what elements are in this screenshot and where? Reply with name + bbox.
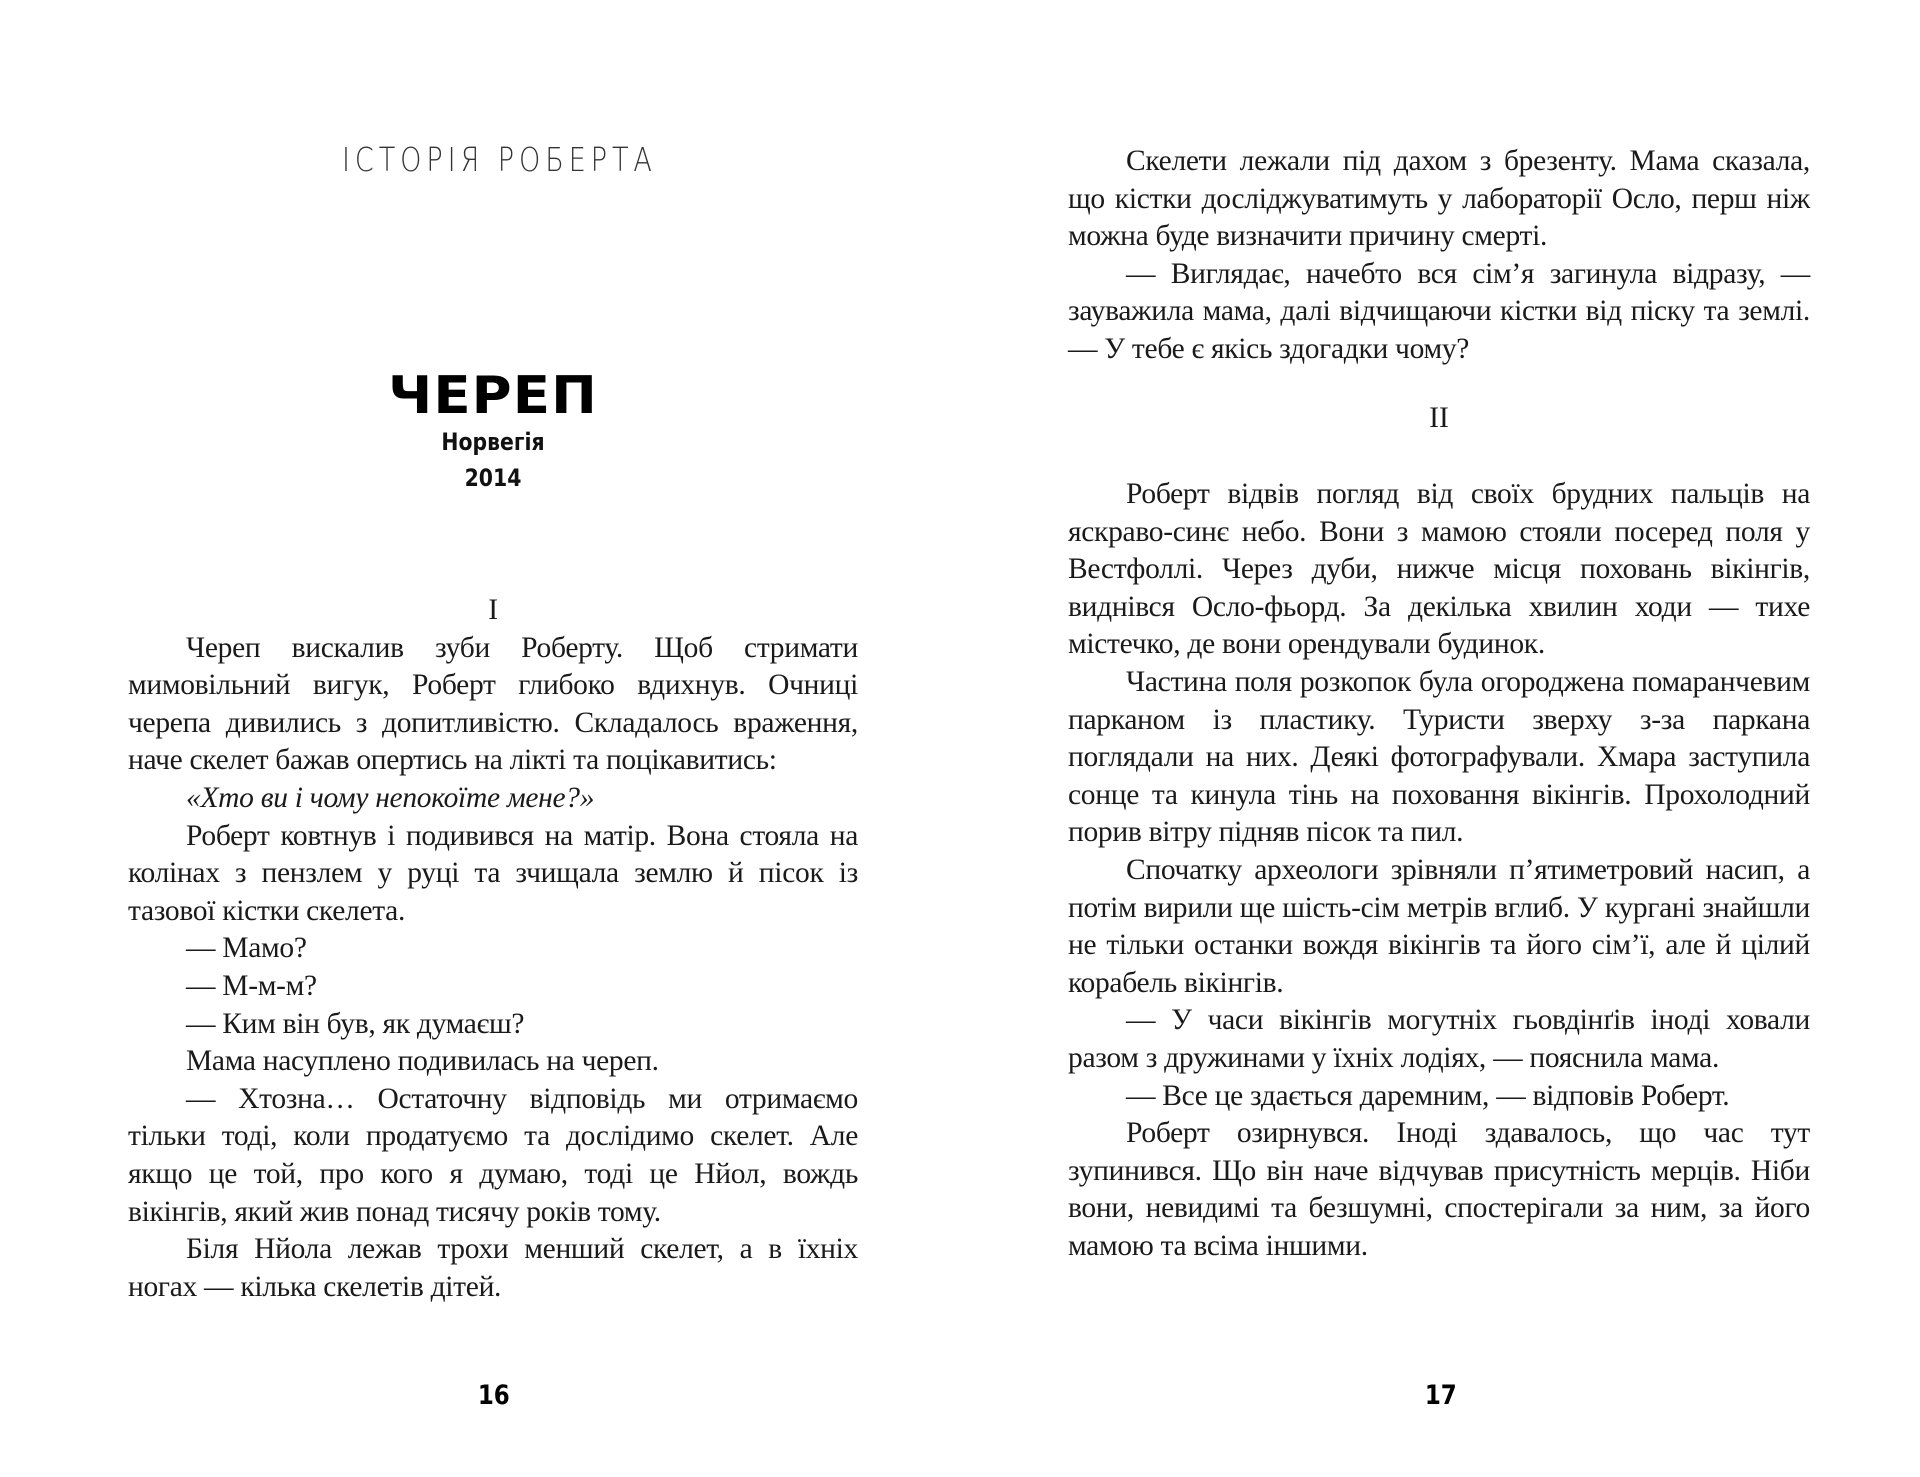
paragraph: Спочатку археологи зрівняли п’ятиметровий насип, а потім вирили ще шість-сім метрів вглиб. У кургані знайшли не тільки останки вождя вікінгів та його сім’ї, але й цілий корабель вікінгів. <box>1068 853 1810 999</box>
paragraph: Череп вискалив зуби Роберту. Щоб стримати мимовільний вигук, Роберт глибоко вдихнув. Очниці черепа дивились з допитливістю. Складалось враження, наче скелет бажав опертись на лікті та поцікавитись: <box>128 631 858 777</box>
paragraph-dialogue: — Все це здається даремним, — відповів Роберт. <box>1126 1079 1730 1112</box>
paragraph: Мама насуплено подивилась на череп. <box>186 1045 659 1078</box>
series-title: ІСТОРІЯ РОБЕРТА <box>342 140 657 179</box>
paragraph: Роберт відвів погляд від своїх брудних пальців на яскраво-синє небо. Вони з мамою стояли посеред поля у Вестфоллі. Через дуби, нижче місця поховань вікінгів, виднівся Осло-фьорд. За декілька хвилин ходи — тихе містечко, де вони орендували будинок. <box>1068 478 1810 661</box>
paragraph: Роберт озирнувся. Іноді здавалось, що час тут зупинився. Що він наче відчував присутність мерців. Ніби вони, невидимі та безшумні, спостерігали за ним, за його мамою та всіма іншими. <box>1068 1117 1810 1262</box>
chapter-location: Норвегія <box>441 428 545 456</box>
paragraph-dialogue: — Хтозна… Остаточну відповідь ми отримаємо тільки тоді, коли продатуємо та дослідимо скелет. Але якщо це той, про кого я думаю, тоді це Нйол, вождь вікінгів, який жив понад тисячу років тому. <box>128 1082 858 1228</box>
page-number-left: 16 <box>477 1380 510 1411</box>
paragraph-dialogue: — М-м-м? <box>186 969 317 1002</box>
right-page-body-top <box>1068 143 1810 369</box>
paragraph-dialogue: — Ким він був, як думаєш? <box>186 1007 525 1040</box>
paragraph: Роберт ковтнув і подивився на матір. Вона стояла на колінах з пензлем у руці та зчищала землю й пісок із тазової кістки скелета. <box>128 819 858 927</box>
paragraph: Скелети лежали під дахом з брезенту. Мама сказала, що кістки досліджуватимуть у лабораторії Осло, перш ніж можна буде визначити причину смерті. <box>1068 145 1810 253</box>
page-number-right: 17 <box>1424 1380 1457 1411</box>
paragraph: Частина поля розкопок була огороджена помаранчевим парканом із пластику. Туристи зверху з-за паркана поглядали на них. Деякі фотографували. Хмара заступила сонце та кинула тінь на поховання вікінгів. Прохолодний порив вітру підняв пісок та пил. <box>1068 665 1810 849</box>
section-number: I <box>488 594 498 626</box>
paragraph: Біля Нйола лежав трохи менший скелет, а в їхніх ногах — кілька скелетів дітей. <box>128 1233 858 1303</box>
paragraph-dialogue: — Виглядає, начебто вся сім’я загинула відразу, — зауважила мама, далі відчищаючи кістки від піску та землі. — У тебе є якісь здогадки чому? <box>1068 257 1810 365</box>
chapter-heading <box>128 368 858 496</box>
section-number: II <box>1429 402 1449 434</box>
left-page-body <box>128 592 858 1306</box>
paragraph-dialogue: — У часи вікінгів могутніх гьовдінґів іноді ховали разом з дружинами у їхніх лодіях, — пояснила мама. <box>1068 1004 1810 1074</box>
paragraph-dialogue: — Мамо? <box>186 932 307 965</box>
paragraph-quote: «Хто ви і чому непокоїте мене?» <box>186 781 595 814</box>
chapter-year: 2014 <box>464 464 522 492</box>
chapter-title: ЧЕРЕП <box>388 366 598 426</box>
right-page-body-bottom <box>1068 476 1810 1265</box>
